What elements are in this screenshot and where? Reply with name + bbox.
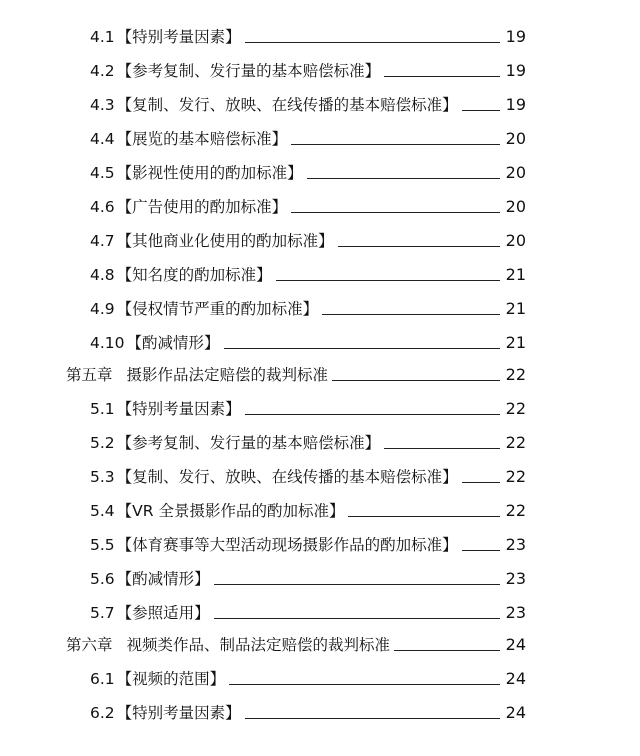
toc-entry[interactable] <box>90 394 526 418</box>
toc-entry-number: 4.1 <box>90 28 115 46</box>
toc-entry[interactable] <box>90 22 526 46</box>
toc-entry-page: 22 <box>505 501 526 520</box>
toc-entry-number: 5.4 <box>90 502 115 520</box>
toc-entry-title: 【知名度的酌加标准】 <box>116 266 272 284</box>
toc-entry-title: 【VR 全景摄影作品的酌加标准】 <box>116 502 345 520</box>
toc-chapter-entry[interactable] <box>66 360 526 384</box>
toc-entry[interactable] <box>90 496 526 520</box>
toc-entry-number: 4.5 <box>90 164 115 182</box>
dot-leader <box>462 481 500 483</box>
toc-entry[interactable] <box>90 90 526 114</box>
toc-entry[interactable] <box>90 124 526 148</box>
toc-entry-title: 【视频的范围】 <box>116 670 226 688</box>
toc-entry-number: 4.9 <box>90 300 115 318</box>
toc-entry-number: 6.2 <box>90 704 115 722</box>
toc-entry-page: 24 <box>505 703 526 722</box>
toc-entry-title: 【酌减情形】 <box>116 570 210 588</box>
toc-entry-title: 【其他商业化使用的酌加标准】 <box>116 232 334 250</box>
toc-entry-title: 【参照适用】 <box>116 604 210 622</box>
toc-entry-title: 【影视性使用的酌加标准】 <box>116 164 303 182</box>
toc-entry-page: 24 <box>505 669 526 688</box>
dot-leader <box>214 617 500 619</box>
toc-entry-page: 20 <box>505 197 526 216</box>
toc-entry[interactable] <box>90 598 526 622</box>
toc-entry-number: 4.8 <box>90 266 115 284</box>
toc-entry-title: 【展览的基本赔偿标准】 <box>116 130 288 148</box>
toc-entry-page: 22 <box>505 433 526 452</box>
toc-entry-page: 21 <box>505 299 526 318</box>
toc-chapter-number: 第五章 <box>66 366 113 384</box>
toc-entry-title: 【参考复制、发行量的基本赔偿标准】 <box>116 434 381 452</box>
dot-leader <box>394 649 500 651</box>
toc-entry-title: 【特别考量因素】 <box>116 704 241 722</box>
toc-entry[interactable] <box>90 56 526 80</box>
toc-entry[interactable] <box>90 192 526 216</box>
toc-entry-number: 4.7 <box>90 232 115 250</box>
toc-entry-number: 5.3 <box>90 468 115 486</box>
toc-entry-number: 5.5 <box>90 536 115 554</box>
toc-entry-title: 【参考复制、发行量的基本赔偿标准】 <box>116 62 381 80</box>
toc-entry-number: 5.2 <box>90 434 115 452</box>
dot-leader <box>322 313 500 315</box>
dot-leader <box>384 447 500 449</box>
toc-entry-number: 4.10 <box>90 334 125 352</box>
toc-entry-number: 4.3 <box>90 96 115 114</box>
toc-entry-title: 【体育赛事等大型活动现场摄影作品的酌加标准】 <box>116 536 458 554</box>
toc-entry-page: 23 <box>505 603 526 622</box>
toc-entry-page: 20 <box>505 129 526 148</box>
dot-leader <box>245 413 500 415</box>
toc-entry-number: 5.6 <box>90 570 115 588</box>
toc-entry-title: 【特别考量因素】 <box>116 400 241 418</box>
dot-leader <box>338 245 500 247</box>
toc-entry-page: 24 <box>505 635 526 654</box>
toc-entry-page: 22 <box>505 365 526 384</box>
toc-entry-title: 【侵权情节严重的酌加标准】 <box>116 300 319 318</box>
toc-entry[interactable] <box>90 564 526 588</box>
toc-entry[interactable] <box>90 260 526 284</box>
toc-chapter-title: 视频类作品、制品法定赔偿的裁判标准 <box>126 636 391 654</box>
toc-entry-page: 23 <box>505 535 526 554</box>
dot-leader <box>245 717 500 719</box>
toc-entry[interactable] <box>90 158 526 182</box>
toc-chapter-title: 摄影作品法定赔偿的裁判标准 <box>126 366 329 384</box>
toc-entry-number: 5.1 <box>90 400 115 418</box>
dot-leader <box>462 109 500 111</box>
toc-entry-page: 21 <box>505 333 526 352</box>
dot-leader <box>332 379 500 381</box>
toc-entry-page: 23 <box>505 569 526 588</box>
toc-entry-title: 【特别考量因素】 <box>116 28 241 46</box>
toc-entry-page: 21 <box>505 265 526 284</box>
toc-entry[interactable] <box>90 428 526 452</box>
toc-chapter-number: 第六章 <box>66 636 113 654</box>
toc-chapter-entry[interactable] <box>66 630 526 654</box>
toc-entry[interactable] <box>90 226 526 250</box>
toc-entry-number: 6.1 <box>90 670 115 688</box>
toc-entry[interactable] <box>90 664 526 688</box>
toc-entry-title: 【广告使用的酌加标准】 <box>116 198 288 216</box>
toc-entry-page: 22 <box>505 467 526 486</box>
toc-entry-number: 4.4 <box>90 130 115 148</box>
toc-entry-number: 5.7 <box>90 604 115 622</box>
toc-entry-page: 20 <box>505 231 526 250</box>
toc-entry-page: 19 <box>505 27 526 46</box>
dot-leader <box>245 41 500 43</box>
toc-entry-page: 19 <box>505 61 526 80</box>
toc-entry-title: 【复制、发行、放映、在线传播的基本赔偿标准】 <box>116 96 458 114</box>
toc-entry-page: 22 <box>505 399 526 418</box>
dot-leader <box>462 549 500 551</box>
toc-entry-page: 20 <box>505 163 526 182</box>
dot-leader <box>229 683 500 685</box>
toc-entry-number: 4.6 <box>90 198 115 216</box>
toc-entry-title: 【酌减情形】 <box>126 334 220 352</box>
toc-entry-number: 4.2 <box>90 62 115 80</box>
dot-leader <box>384 75 500 77</box>
dot-leader <box>348 515 500 517</box>
toc-entry[interactable] <box>90 328 526 352</box>
toc-entry-page: 19 <box>505 95 526 114</box>
dot-leader <box>224 347 500 349</box>
toc-entry[interactable] <box>90 530 526 554</box>
toc-entry-title: 【复制、发行、放映、在线传播的基本赔偿标准】 <box>116 468 458 486</box>
dot-leader <box>214 583 500 585</box>
toc-entry[interactable] <box>90 294 526 318</box>
toc-entry[interactable] <box>90 462 526 486</box>
dot-leader <box>291 211 500 213</box>
dot-leader <box>307 177 500 179</box>
dot-leader <box>291 143 500 145</box>
dot-leader <box>276 279 500 281</box>
toc-entry[interactable] <box>90 698 526 722</box>
